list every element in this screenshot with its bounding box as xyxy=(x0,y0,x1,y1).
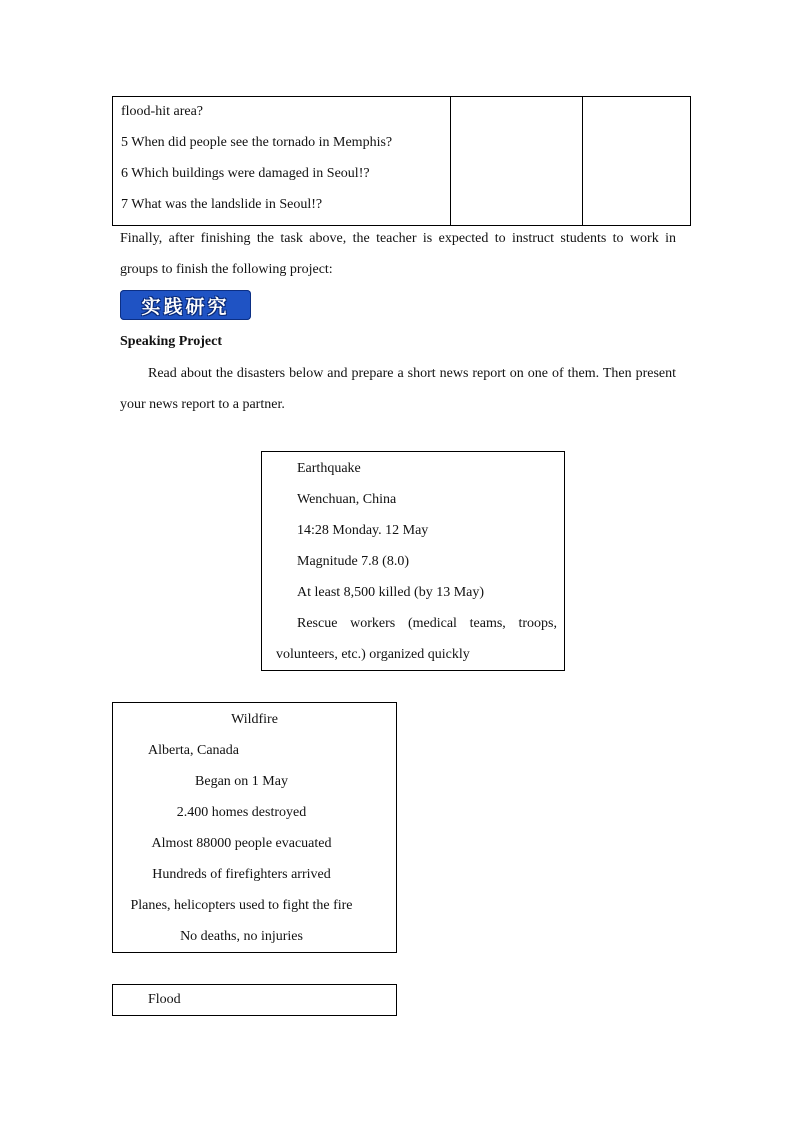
practice-research-badge: 实践研究 xyxy=(120,290,251,320)
earthquake-rescue-line-1: Rescue workers (medical teams, troops, xyxy=(297,616,557,631)
project-intro xyxy=(120,358,676,420)
flood-title: Flood xyxy=(148,992,181,1007)
question-line: 6 Which buildings were damaged in Seoul!? xyxy=(121,166,370,181)
speaking-project-heading: Speaking Project xyxy=(120,334,223,349)
wildfire-homes: 2.400 homes destroyed xyxy=(176,805,307,820)
earthquake-box xyxy=(261,451,565,671)
earthquake-casualties: At least 8,500 killed (by 13 May) xyxy=(297,585,485,600)
wildfire-title: Wildfire xyxy=(231,712,278,727)
answer-cell-1 xyxy=(451,97,583,226)
questions-table xyxy=(112,96,691,226)
wildfire-firefighters: Hundreds of firefighters arrived xyxy=(152,867,331,882)
flood-box xyxy=(112,984,397,1016)
wildfire-evacuated: Almost 88000 people evacuated xyxy=(151,836,332,851)
instruction-line-2: groups to finish the following project: xyxy=(120,262,333,277)
earthquake-location: Wenchuan, China xyxy=(297,492,397,507)
wildfire-location: Alberta, Canada xyxy=(148,743,239,758)
instruction-paragraph xyxy=(120,223,676,285)
questions-cell xyxy=(113,97,451,226)
earthquake-rescue-line-2: volunteers, etc.) organized quickly xyxy=(276,647,470,662)
wildfire-box xyxy=(112,702,397,953)
wildfire-aircraft: Planes, helicopters used to fight the fire xyxy=(130,898,353,913)
project-intro-line-2: your news report to a partner. xyxy=(120,397,285,412)
instruction-line-1: Finally, after finishing the task above, the teacher is expected to instruct students to work in xyxy=(120,231,676,246)
wildfire-outcome: No deaths, no injuries xyxy=(180,929,303,944)
question-line: 5 When did people see the tornado in Memphis? xyxy=(121,135,393,150)
earthquake-time: 14:28 Monday. 12 May xyxy=(297,523,429,538)
project-intro-line-1: Read about the disasters below and prepare a short news report on one of them. Then present xyxy=(148,366,676,381)
wildfire-began: Began on 1 May xyxy=(195,774,288,789)
question-line: flood-hit area? xyxy=(121,104,204,119)
question-line: 7 What was the landslide in Seoul!? xyxy=(121,197,323,212)
earthquake-title: Earthquake xyxy=(297,461,361,476)
earthquake-magnitude: Magnitude 7.8 (8.0) xyxy=(297,554,409,569)
answer-cell-2 xyxy=(583,97,691,226)
